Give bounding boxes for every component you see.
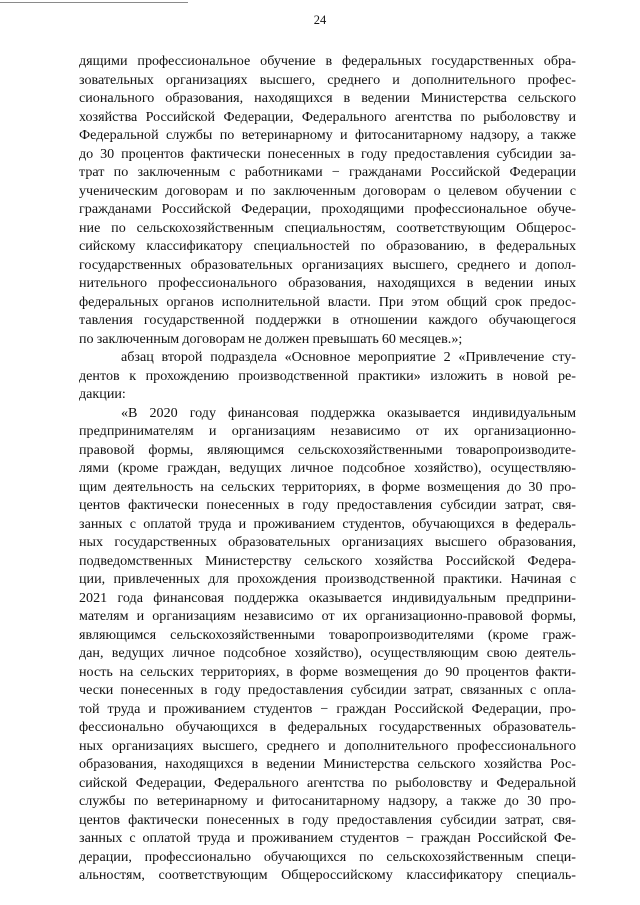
text-line: по заключенным договорам не должен превышать 60 месяцев.»; (79, 330, 463, 347)
text-line: подведомственных Министерству сельского хозяйства Российской Федера- (79, 552, 576, 569)
text-line: фессионально обучающихся в федеральных государственных образователь- (79, 719, 576, 735)
text-line: ных государственных образовательных организациях высшего образования, (79, 534, 576, 550)
text-line: лями (кроме граждан, ведущих личное подсобное хозяйство), осуществляю- (79, 460, 576, 476)
text-line: занных с оплатой труда и проживанием студентов − граждан Российской Фе- (79, 830, 576, 846)
text-line: дан, ведущих личное подсобное хозяйство), осуществляющим свою деятель- (79, 645, 576, 661)
text-line: ность на сельских территориях, в форме возмещения до 90 процентов факти- (79, 663, 576, 680)
text-line: трат по заключенным с работниками − гражданами Российской Федерации (79, 164, 576, 180)
text-line: сионального образования, находящихся в ведении Министерства сельского (79, 90, 576, 106)
text-line: ции, привлеченных для прохождения производственной практики. Начиная с (79, 571, 576, 587)
text-line: нительного профессионального образования, находящихся в ведении иных (79, 275, 576, 291)
text-line: дакции: (79, 386, 126, 402)
text-line: предпринимателям и организациям независимо от их организационно- (79, 423, 576, 439)
text-line: той труда и проживанием студентов − граждан Российской Федерации, про- (79, 700, 576, 717)
text-line: абзац второй подраздела «Основное мероприятие 2 «Привлечение сту- (121, 349, 576, 365)
text-line: ученическим договорам и по заключенным договорам о целевом обучении с (79, 182, 576, 199)
text-line: дентов к прохождению производственной практики» изложить в новой ре- (79, 367, 576, 384)
text-line: альностям, соответствующим Общероссийскому классификатору специаль- (79, 867, 576, 883)
text-line: федеральных органов исполнительной власти. При этом общий срок предос- (79, 293, 576, 310)
text-line: до 30 процентов фактически понесенных в году предоставления субсидии за- (79, 145, 576, 162)
text-line: ных организациях высшего, среднего и дополнительного профессионального (79, 737, 576, 754)
text-line: правовой формы, являющимся сельскохозяйственными товаропроизводите- (79, 441, 576, 458)
text-line: 2021 года финансовая поддержка оказывается индивидуальным предприни- (79, 589, 576, 606)
text-line: сийской Федерации, Федерального агентства по рыболовству и Федеральной (79, 774, 576, 791)
text-line: сийскому классификатору специальностей по образованию, в федеральных (79, 238, 576, 254)
text-line: государственных образовательных организациях высшего, среднего и допол- (79, 256, 576, 273)
text-line: центов фактически понесенных в году предоставления субсидии затрат, свя- (79, 497, 576, 513)
text-line: дящими профессиональное обучение в федеральных государственных обра- (79, 53, 576, 69)
text-line: зовательных организациях высшего, среднего и дополнительного профес- (79, 71, 576, 88)
text-line: чески понесенных в году предоставления субсидии затрат, связанных с опла- (79, 682, 576, 698)
text-line: являющимся сельскохозяйственными товаропроизводителями (кроме граж- (79, 626, 576, 643)
text-line: хозяйства Российской Федерации, Федерального агентства по рыболовству и (79, 108, 576, 125)
text-line: «В 2020 году финансовая поддержка оказывается индивидуальным (121, 404, 576, 421)
text-line: тавления государственной поддержки в отношении каждого обучающегося (79, 312, 576, 328)
page-number: 24 (313, 13, 327, 27)
text-line: ние по сельскохозяйственным специальностям, соответствующим Общерос- (79, 219, 576, 236)
text-line: дерации, профессионально обучающихся по сельскохозяйственным специ- (79, 848, 576, 865)
text-line: занных с оплатой труда и проживанием студентов, обучающихся в федераль- (79, 515, 576, 532)
text-line: центов фактически понесенных в году предоставления субсидии затрат, свя- (79, 811, 576, 828)
body-text (79, 52, 576, 885)
text-line: гражданами Российской Федерации, проходящими профессиональное обуче- (79, 201, 576, 217)
text-line: щим деятельность на сельских территориях, в форме возмещения до 30 про- (79, 478, 576, 495)
top-rule (0, 2, 188, 3)
text-line: мателям и организациям независимо от их организационно-правовой формы, (79, 608, 576, 624)
text-line: службы по ветеринарному и фитосанитарному надзору, а также до 30 про- (79, 793, 576, 809)
text-line: образования, находящихся в ведении Министерства сельского хозяйства Рос- (79, 756, 576, 772)
text-line: Федеральной службы по ветеринарному и фитосанитарному надзору, а также (79, 127, 576, 143)
